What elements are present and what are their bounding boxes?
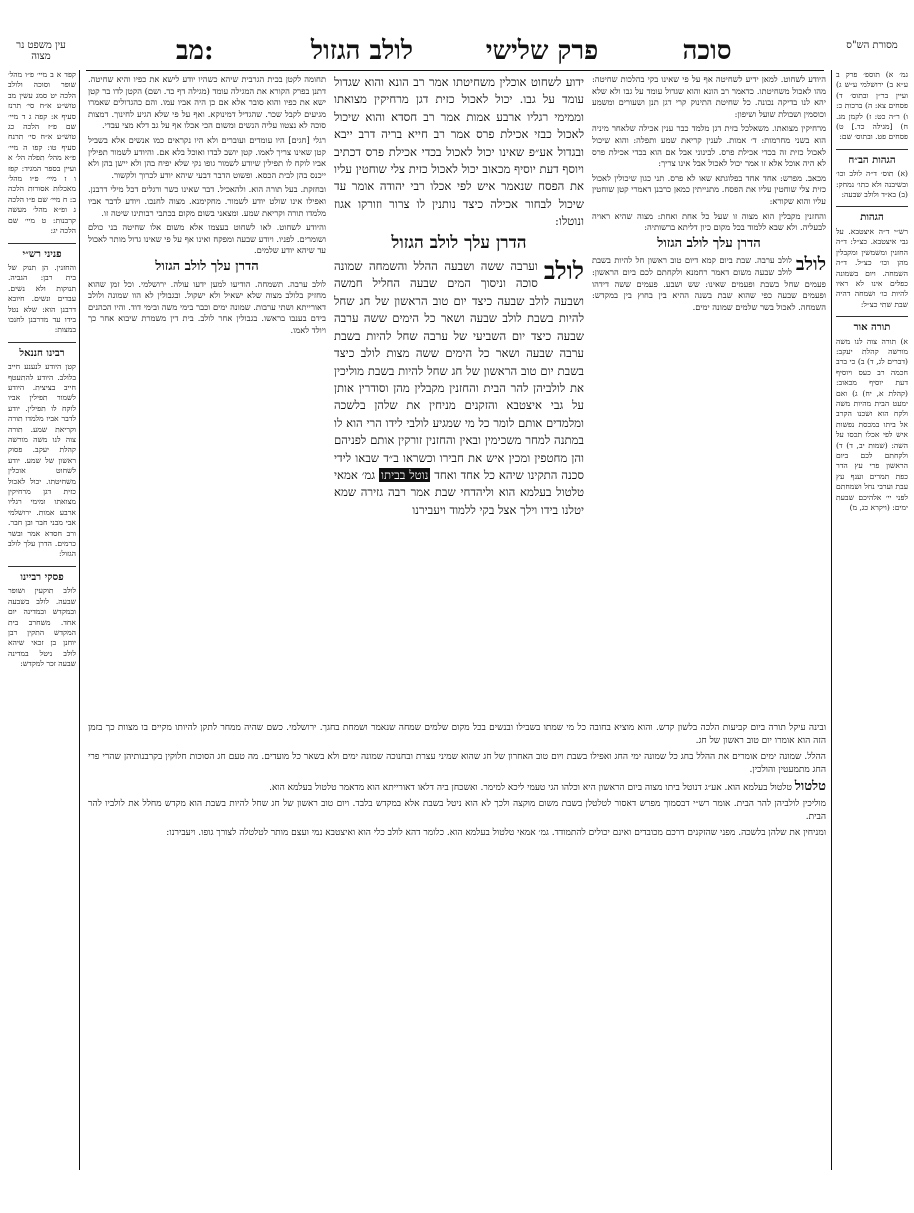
hagahot-title: הגהות [860,212,884,224]
rabbeinu-chananel-title: רבינו חננאל [19,347,65,359]
gemara-text: גמ׳ אמאי טלטול בעלמא הוא וליהדחי שבת אמר רבה גזירה שמא יטלנו בידו וילך אצל בקי ללמוד ויעבירנו [334,467,584,517]
rashi-chapter-end: הדרן עלך לולב הגזול [155,258,259,274]
tosafot-paragraph [592,255,826,313]
rashi-paragraph: רגלי [חגים] היו עומדים ועוברים ולא היו נקראים כמו אנשים אלא בשביל קטן שאינו צריך לאמו. קטן יושב לבדו ואוכל בלא אם. והיודע לשמור תפילין אביו לוקח לו תפילין שיודע לשמור גופו נקי שלא יפיח בהן ולא יישן בהן ולא ייכנס בהן לבית הכסא. ופשוט הדבר דבעי שיהא יודע לכרוך ולקשור. [88,134,326,180]
commentary-text: טלטול בעלמא הוא. אע״ג דנוטל ביתו מצוה ביום הראשון היא וכלהו הגי טעמי ליכא למימר. ואשכחן ביה דלאו דאורייתא הוא מדאמר טלטול בעלמא הוא. [269,783,792,793]
ein-mishpat-heading: עין משפט נר מצוה [16,40,66,62]
separator [8,342,76,343]
torah-or-title: תורה אור [853,322,891,334]
masoret-hashas-heading: מסורת הש"ס [846,40,898,51]
commentary-paragraph [88,780,826,795]
commentary-paragraph: מוליכין לולביהן להר הבית. אומר רש״י דבסמוך מפרש דאסור לטלטלן בשבת משום מוקצה ולכך לא הוא ניטל בשבת אלא במקדש בלבד. ויום טוב ראשון של חג שחל להיות בשבת הוא מקדש מחלל את לולביו להר הבית. [88,799,826,822]
gemara-paragraph: ידוע לשחוט אוכלין משחיטתו אמר רב הונא והוא שגדול עומד על גבו. יכול לאכול כזית דגן מרחיקין מצואתו וממימי רגליו ארבע אמות אמר רב חסדא והוא שיכול לאכול כבזי אכילת פרס אמר רב חייא בריה דרב ייבא ובגדול אע״פ שאינו יכול לאכול בכדי אכילת פרס דכתיב ויוסף דעת יוסיף מכאוב יכול לאכול כזית צלי שוחטין עליו את הפסח שנאמר איש לפי אכלו רבי יהודה אומר עד שיכול לבחור אכילה כיצד נותנין לו צרור וזורקו אגוז ונוטלו: [334,75,584,229]
separator [836,206,908,207]
piskei-title: פסקי רביינו [20,571,64,583]
ein-mishpat-text: קפד א ב מיי׳ פ״ו מהל׳ שופר וסוכה ולולב הלכה יט סמג עשין מב טוש״ע א״ח סי׳ תרנז סעיף א: קפה ג ד מיי׳ שם פ״ז הלכה כג טוש״ע א״ח סי׳ תרנח סעיף טו: קפו ה מיי׳ פ״א מהל׳ תפלה הל׳ א ועיין בספר המגיד: קפז ו ז מיי׳ פ״ו מהל׳ מאכלות אסורות הלכה ב: ח מיי׳ שם פ״ו הלכה ג ופ״א מהל׳ מעשה קרבנות: ט מיי׳ שם הלכה יג: [8,70,76,236]
tosafot-opening-word: לולב [795,254,826,276]
commentary-opener: טלטול [794,779,826,794]
bottom-commentary [88,722,826,1202]
commentary-paragraph: ומניחין את שלהן בלשכה. מפני שהזקנים דרכם מכובדים ואינם יכולים להתמודד. גמ׳ אמאי טלטול בעלמא הוא. כלומר דהא לולב כלי הוא ואיצטבא נמי ועצם מותר לטלטלה לצורך גופו. ויעבירנו: [166,828,826,838]
masoret-column [836,70,908,1200]
masoret-text: גמ׳ א) תוספ׳ פרק ב ע״א ב) ירושלמי ע״ש ג) ועיין בר״ן ובתוס׳ ד) פסחים צא: ה) ברכות כ: ו) ר״ה כט: ז) לקמן מג. ח) [מגילה כד.] ט) פסחים פט. ובתוס׳ שם: [836,70,908,142]
mishnah-text: וערבה ששה ושבעה ההלל והשמחה שמונה סוכה וניסוך המים שבעה החליל חמשה ושבעה לולב שבעה כיצד יום טוב הראשון של חג שחל להיות בשבת לולב שבעה ושאר כל הימים ששה ערבה שבעה כיצד יום השביעי של ערבה שחל להיות בשבת ערבה שבעה ושאר כל הימים ששה מצות לולב כיצד בשבת יום טוב הראשון של חג שחל להיות בשבת מוליכין את לולביהן להר הבית והחזנין מקבלין מהן וסודרין אותן על גבי איצטבא והזקנים מניחין את שלהן בלשכה ומלמדים אותם לומר כל מי שמגיע לולבי לידו הרי הוא לו במתנה למחר משכימין ובאין והחזנין זורקין אותם לפניהם והן מחטפין ומכין איש את חבירו וכשראו ב״ד שבאו לידי סכנה התקינו שיהא כל אחד ואחד [334,259,584,482]
ein-mishpat-column [8,70,76,1200]
separator [8,243,76,244]
separator [8,566,76,567]
penei-rashi-text: והחזנין. הן תנוק של בית רבן: הגביה. תנוקות ולא נשים. עבדים ונשים. חיובא דרבנן הוא: שלא נטל בידו עד מדרבנן לחנכו במצות: [8,262,76,335]
tosafot-column [592,74,826,714]
right-margin-divider [831,70,832,1170]
mishnah-paragraph [334,258,584,519]
tosafot-paragraph: מרחיקין מצואתו. משאלכל בזית דגן מלמד כבר ענין אכילה שלאחר מיניה הוא בשני מחרמות: ד׳ אמות. לענין קריאת שמע ותפלה: והוא שיכול לאכול כזית זה בכדי אכילת פרס. לבינוני אבל אם הוא בכדי אכילת פרס לא היה אוכל אלא זו אמר יכול לאכול אבל אינו צריך: [592,123,826,169]
page-number: מב: [176,36,214,66]
hagahot-bach-title: הגהות הב״ח [848,154,896,166]
rashi-paragraph: תחומה לקטן בכית הגרבית שיהא כשהיו יודע לישא את כפיו והיא שחיטה. דתנן בפרק הקורא את המגילה עומד (מגילה דף כד. ושם) הקטן לדו בר קטן ישא את כפיו והוא סובר אלא אם כן היה אביו עמו. והם כהגדולים שאמרו מגיעים לקבל שכר. שהגדיל דמינוקא. ואף על פי שלא הגיע לחינוך. דמצות סוכה לא נצטוו עליה הנשים ומשום הכי אכלו אף על גב דלא מצי עבדי. [88,74,326,131]
header-rule [86,70,824,71]
penei-rashi-title: פניני רש״י [22,248,62,260]
rabbeinu-chananel-text: קטן היודע לנענע חייב בלולב. היודע להתעטף חייב בציצית. היודע לשמור תפילין אביו לוקח לו תפילין. יודע לדבר אביו מלמדו תורה וקריאת שמע. תורה צוה לנו משה מורשה קהלת יעקב. פסוק ראשון של שמע. יודע לשחוט אוכלין משחיטתו. יכול לאכול כזית דגן מרחיקין מצואתו ומימי רגליו ארבע אמות. ירושלמי אבי מבני חבר ובן חבר. ורב חסדא אמר ובשר כרמים. הדרן עלך לולב הגזול: [8,362,76,559]
tosafot-paragraph: והחזנין מקבלין הוא מצוה זו שעל כל אחת ואחת: מצוה שהיא ראויה לבעליה. ולא שבא ללמוד בכל מקום כיון דליתא ברשותיה: [592,210,826,233]
rashi-column [88,74,326,714]
commentary-paragraph: ובינה עיקל תורה ביום קביעות הלכה בלשון קדש. והוא מוציא בחובה כל מי שמתו בשבילו ובנשים בכל מקום שלמים שמחה שנאמר ושמחת בחגך. ירושלמי. כשם שהיה ממחר לתקן להיותו מקיים בו מצוות כך בזמן הזה הוא אומרו יום טוב ראשון של חג. [88,723,826,746]
hagahot-text: רש״י ד״ה איצטבא. על גבי איצטבא. כצ״ל: ד״ה החזנין ומשמשין ומקבלין מהן וכו׳ כצ״ל. ד״ה השמחה. ויום בשמונה כפלים אינו לא ראיו להיות כו׳ ושמחה דהיה שבת שתי כצ״ל: [836,226,908,309]
tosafot-text: לולב ערבה. שבת ביום קמא דיום טוב ראשון חל להיות בשבת לולב שבעה משום דאמר רחמנא ולקחתם לכם ביום הראשון: פעמים שחל בשבת ופעמים שאינו: שש ושבע. פעמים ששה דידהו ופעמים שבעה כפי שהוא שבת בשנה ההיא בין בחוץ בין במקדש: השמחה. לאכול בשר שלמים שמונה ימים. [592,255,826,312]
mishnah-opening-word: לולב [543,256,584,286]
rashi-paragraph: ובחזקת. בעל תורה הוא. ולהאכיל. דבר שאינו כשר ורגלים דכל מילי דרבנן. ואפילו אינו שולט יודע לשמור. מחקימנא. מצוה לחנכו. ויודע לדבר אביו מלמדו תורה וקריאת שמע. ומצאני בשום מקום בכתבי רבותינו שיטה זו. [88,184,326,218]
piskei-text: לולב תוקעין ושופר שבעה. לולב בשבעה ובמקדש ובמדינה יום אחד. משחרב בית המקדש התקין רבן יוחנן בן זכאי שיהא לולב ניטל במדינה שבעה זכר למקדש: [8,586,76,669]
hagahot-bach-text: (א) תוס׳ ד״ה לולב וכו׳ ובשיבנה ולא כתו׳ נמחק: (ב) בא״ד ולולב שבעה: [836,169,908,200]
chapter-end-title: הדרן עלך לולב הגזול [391,232,527,253]
rashi-paragraph: והיודע לשחוט. לאו לשחוט בעצמו אלא משום אלו שחיטה בני כולם ושומרים. לפניו. ויודע שבעה ומפקח ואינו אף על פי שאינו גדול מותר לאכול עד שיהא יודע שלמים. [88,222,326,256]
separator [836,316,908,317]
highlighted-phrase: נוטל בביתו [381,467,429,482]
torah-or-text: א) תורה צוה לנו משה מורשה קהלת יעקב: (דברים לג, ד) ב) כי ברב חכמה רב כעס ויוסיף דעת יוסיף מכאוב: (קהלת א, יח) ג) ואם ימעט הבית מהיות משה ולקח הוא ושכנו הקרב אל ביתו במכסת נפשות איש לפי אכלו תכסו על השה: (שמות יב, ד) ד) ולקחתם לכם ביום הראשון פרי עץ הדר כפת תמרים וענף עץ עבת וערבי נחל ושמחתם לפני יי׳ אלהיכם שבעת ימים: (ויקרא כג, מ) [836,336,908,513]
separator [836,149,908,150]
tosafot-chapter-end: הדרן עלך לולב הגזול [657,235,761,251]
gemara-column [334,74,584,714]
chapter-number: פרק שלישי [485,36,599,66]
tractate-name: סוכה [682,36,732,66]
tosafot-paragraph: מכאב. מפרש: אחד אחד בפלוגתא שאו לא פרס. תני כגון שיכולין לאכול כזית צלי שוחטין עליו את הפסח. מתנייתין כמאן כרבנן דאמרי קטן שוחטין עליו והוא שקורא: [592,172,826,206]
chapter-name: לולב הגזול [310,36,414,66]
rashi-paragraph: לולב ערבה. תשמחה. הודיעו למען ידעו עולה. ירושלמי. וכל זמן שהוא מחזיק בלולב מצוה שלא ישאיל ולא ישקול. ובגבולין לא הוו שמונה ולולב דאורייתא ושתי ערבות. שמונה ימים וכבר בימי משה ובימי דוד. והיו הכהנים בידם בענבו בראשו. בגבולין אחר לולב. בית דין משמרת שיבוא אחר כך ויולד לאמו. [88,278,326,335]
tosafot-paragraph: היודע לשחוט. למאן ידיע לשחיטה אף על פי שאינו בקי בהלכות שחיטה: מהו לאכול משחיטתו. כדאמר רב הונא והוא שגדול עומד על גבו ולא שלא יהא לנו בדיקה נכונה. כל שחיטת התינוק קרי דגן תנן ושעורים ומשמע וכוסמין ושבולת שועל ושיפון: [592,74,826,119]
commentary-paragraph: ההלל. שמונה ימים אומרים את ההלל בחג כל שמונה ימי החג ואפילו בשבת ויום טוב האחרון של חג שהוא שמיני עצרת ובחנוכה שמונה ימים ולא בשאר כל מועדים. מה טעם חג הסוכות חלוקין בקרבנותיהן שהרי פרי החג מתמעטין והולכין. [88,752,826,775]
left-margin-divider [79,70,80,1170]
